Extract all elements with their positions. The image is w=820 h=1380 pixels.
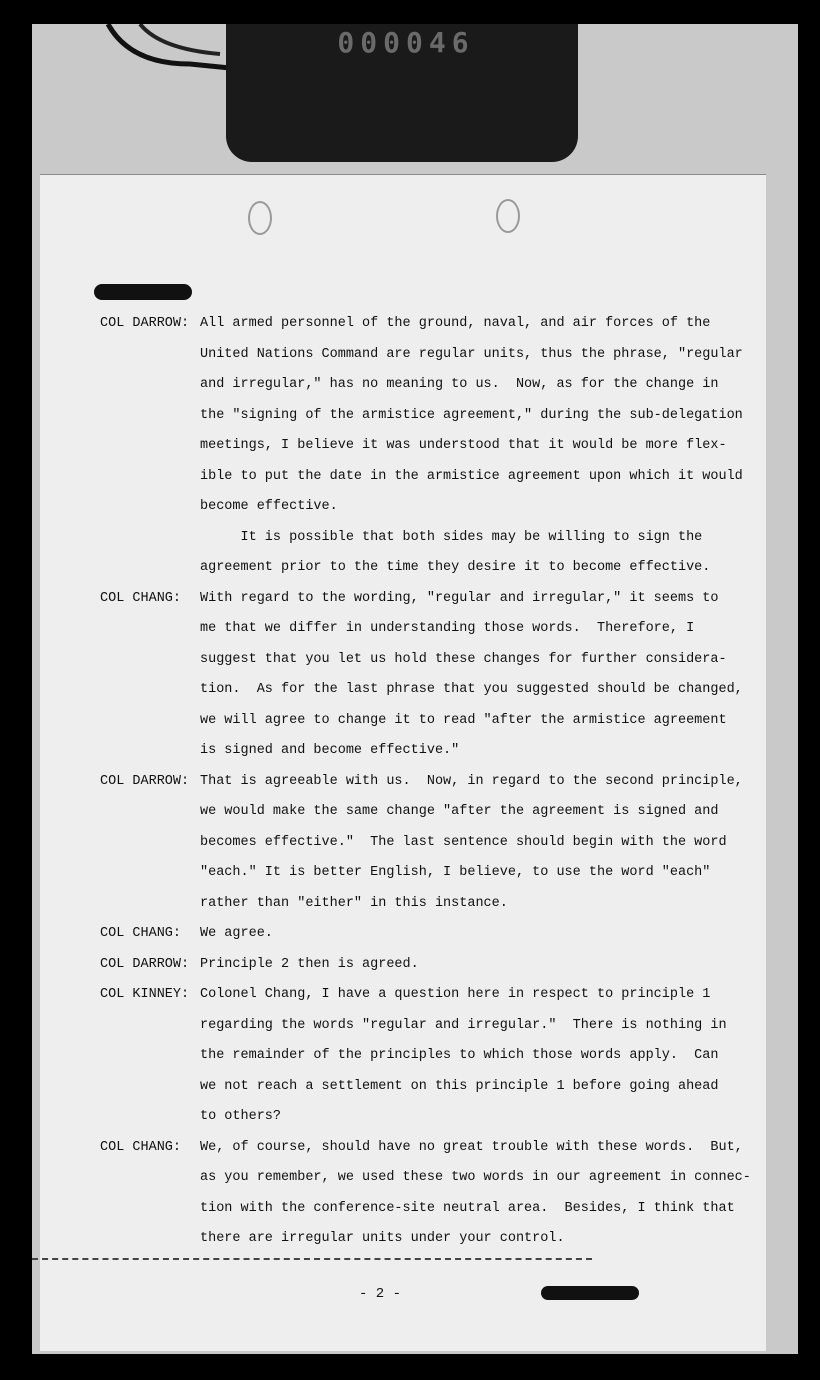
- page-number: - 2 -: [358, 1286, 401, 1302]
- speaker-label: COL DARROW:: [100, 956, 190, 972]
- transcript-line: Colonel Chang, I have a question here in respect to principle 1: [200, 987, 711, 1002]
- transcript-line: we would make the same change "after the agreement is signed and: [200, 804, 719, 819]
- transcript-line: tion with the conference-site neutral area. Besides, I think that: [200, 1200, 735, 1216]
- transcript-line: becomes effective." The last sentence should begin with the word: [200, 834, 727, 850]
- transcript-line: rather than "either" in this instance.: [200, 895, 508, 911]
- transcript-line: the "signing of the armistice agreement," during the sub-delegation: [200, 407, 743, 423]
- transcript-line: United Nations Command are regular units, thus the phrase, "regular: [200, 346, 743, 362]
- transcript-line: ible to put the date in the armistice agreement upon which it would: [200, 468, 743, 484]
- speaker-label: COL DARROW:: [100, 773, 190, 789]
- clip-wire: [100, 24, 240, 94]
- transcript-line: All armed personnel of the ground, naval, and air forces of the: [200, 316, 711, 331]
- transcript-line: We agree.: [200, 926, 273, 941]
- transcript-line: meetings, I believe it was understood that it would be more flex-: [200, 438, 727, 453]
- speaker-label: COL DARROW:: [100, 316, 190, 331]
- speaker-label: COL CHANG:: [100, 590, 182, 606]
- transcript-line: tion. As for the last phrase that you suggested should be changed,: [200, 682, 743, 697]
- transcript-line: there are irregular units under your control.: [200, 1231, 565, 1246]
- transcript-line: With regard to the wording, "regular and irregular," it seems to: [200, 590, 719, 606]
- transcript-line: We, of course, should have no great trouble with these words. But,: [200, 1139, 743, 1155]
- transcript-line: as you remember, we used these two words in our agreement in connec-: [200, 1170, 751, 1185]
- transcript-line: we will agree to change it to read "after the armistice agreement: [200, 712, 727, 728]
- binder-clip: [226, 24, 578, 162]
- transcript-line: become effective.: [200, 499, 338, 514]
- transcript-line: That is agreeable with us. Now, in regard to the second principle,: [200, 773, 743, 789]
- transcript-line: and irregular," has no meaning to us. Now, as for the change in: [200, 377, 719, 392]
- speaker-label: COL CHANG:: [100, 926, 182, 941]
- clip-stamp-number: 000046: [337, 26, 475, 59]
- speaker-label: COL KINNEY:: [100, 987, 190, 1002]
- transcript-line: agreement prior to the time they desire it to become effective.: [200, 560, 711, 575]
- page-divider: [32, 1258, 592, 1260]
- redaction-mark: [94, 284, 192, 300]
- transcript-line: "each." It is better English, I believe, to use the word "each": [200, 865, 711, 880]
- transcript-line: Principle 2 then is agreed.: [200, 956, 419, 972]
- transcript-line: to others?: [200, 1109, 282, 1124]
- speaker-label: COL CHANG:: [100, 1139, 182, 1155]
- transcript-line: we not reach a settlement on this principle 1 before going ahead: [200, 1078, 719, 1094]
- transcript-line: suggest that you let us hold these changes for further considera-: [200, 651, 727, 667]
- transcript-line: is signed and become effective.": [200, 743, 460, 758]
- transcript-line: me that we differ in understanding those words. Therefore, I: [200, 621, 695, 636]
- transcript-line: the remainder of the principles to which those words apply. Can: [200, 1048, 719, 1063]
- transcript-line: regarding the words "regular and irregular." There is nothing in: [200, 1017, 727, 1033]
- redaction-mark: [541, 1286, 639, 1300]
- punch-hole-right: [496, 199, 520, 233]
- transcript-line: It is possible that both sides may be willing to sign the: [200, 529, 703, 545]
- punch-hole-left: [248, 201, 272, 235]
